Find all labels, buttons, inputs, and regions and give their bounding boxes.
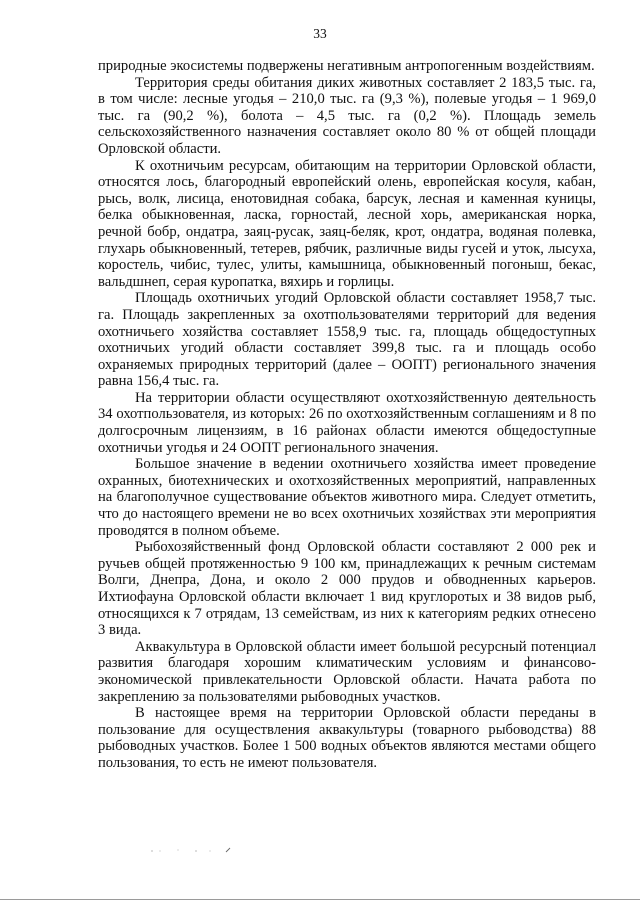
paragraph-ecosystems: природные экосистемы подвержены негативным антропогенным воздействиям. bbox=[98, 58, 595, 74]
page-number: 33 bbox=[313, 26, 327, 41]
paragraph-fish-farming-sites: В настоящее время на территории Орловской области переданы в пользование для осуществления аквакультуры (товарного рыбоводства) 88 рыбоводных участков. Более 1 500 водных объектов являются местами общего пользования, то есть не имеют пользователя. bbox=[98, 705, 596, 771]
scan-artifact bbox=[150, 846, 240, 854]
paragraph-hunting-users: На территории области осуществляют охотхозяйственную деятельность 34 охотпользователя, из которых: 26 по охотхозяйственным соглашениям и 8 по долгосрочным лицензиям, в 16 районах области имеются общедоступные охотничьи угодья и 24 ООПТ регионального значения. bbox=[98, 389, 596, 456]
document-body bbox=[98, 58, 596, 772]
paragraph-habitat-area: Территория среды обитания диких животных составляет 2 183,5 тыс. га, в том числе: лесные угодья – 210,0 тыс. га (9,3 %), полевые угодья – 1 969,0 тыс. га (90,2 %), болота – 4,5 тыс. га (0,2 %). Площадь земель сельскохозяйственного назначения составляет около 80 % от общей площади Орловской области. bbox=[98, 74, 596, 157]
paragraph-protection-measures: Большое значение в ведении охотничьего хозяйства имеет проведение охранных, биотехнических и охотхозяйственных мероприятий, направленных на благополучное существование объектов животного мира. Следует отметить, что до настоящего времени не во всех охотничьих хозяйствах эти мероприятия проводятся в полном объеме. bbox=[98, 456, 596, 539]
paragraph-aquaculture: Аквакультура в Орловской области имеет большой ресурсный потенциал развития благодаря хорошим климатическим условиям и финансово-экономической привлекательности Орловской области. Начата работа по закреплению за пользователями рыбоводных участков. bbox=[98, 638, 596, 705]
paragraph-hunting-grounds-area: Площадь охотничьих угодий Орловской области составляет 1958,7 тыс. га. Площадь закрепленных за охотпользователями территорий для ведения охотничьего хозяйства составляет 1558,9 тыс. га, площадь общедоступных охотничьих угодий области составляет 399,8 тыс. га и площадь особо охраняемых природных территорий (далее – ООПТ) регионального значения равна 156,4 тыс. га. bbox=[98, 290, 596, 390]
paragraph-hunting-resources: К охотничьим ресурсам, обитающим на территории Орловской области, относятся лось, благородный европейский олень, европейская косуля, кабан, рысь, волк, лисица, енотовидная собака, барсук, лесная и каменная куницы, белка обыкновенная, ласка, горностай, лесной хорь, американская норка, речной бобр, ондатра, заяц-русак, заяц-беляк, крот, ондатра, водяная полевка, глухарь обыкновенный, тетерев, рябчик, различные виды гусей и уток, лысуха, коростель, чибис, тулес, улиты, камышница, обыкновенный погоныш, бекас, вальдшнеп, серая куропатка, вяхирь и горлицы. bbox=[98, 157, 596, 290]
bottom-edge-line bbox=[0, 899, 640, 900]
paragraph-fishery-fund: Рыбохозяйственный фонд Орловской области составляют 2 000 рек и ручьев общей протяженностью 9 100 км, принадлежащих к речным системам Волги, Днепра, Дона, и около 2 000 прудов и обводненных карьеров. Ихтиофауна Орловской области включает 1 вид круглоротых и 38 видов рыб, относящихся к 7 отрядам, 13 семействам, из них к категориям редких отнесено 3 вида. bbox=[98, 539, 596, 639]
